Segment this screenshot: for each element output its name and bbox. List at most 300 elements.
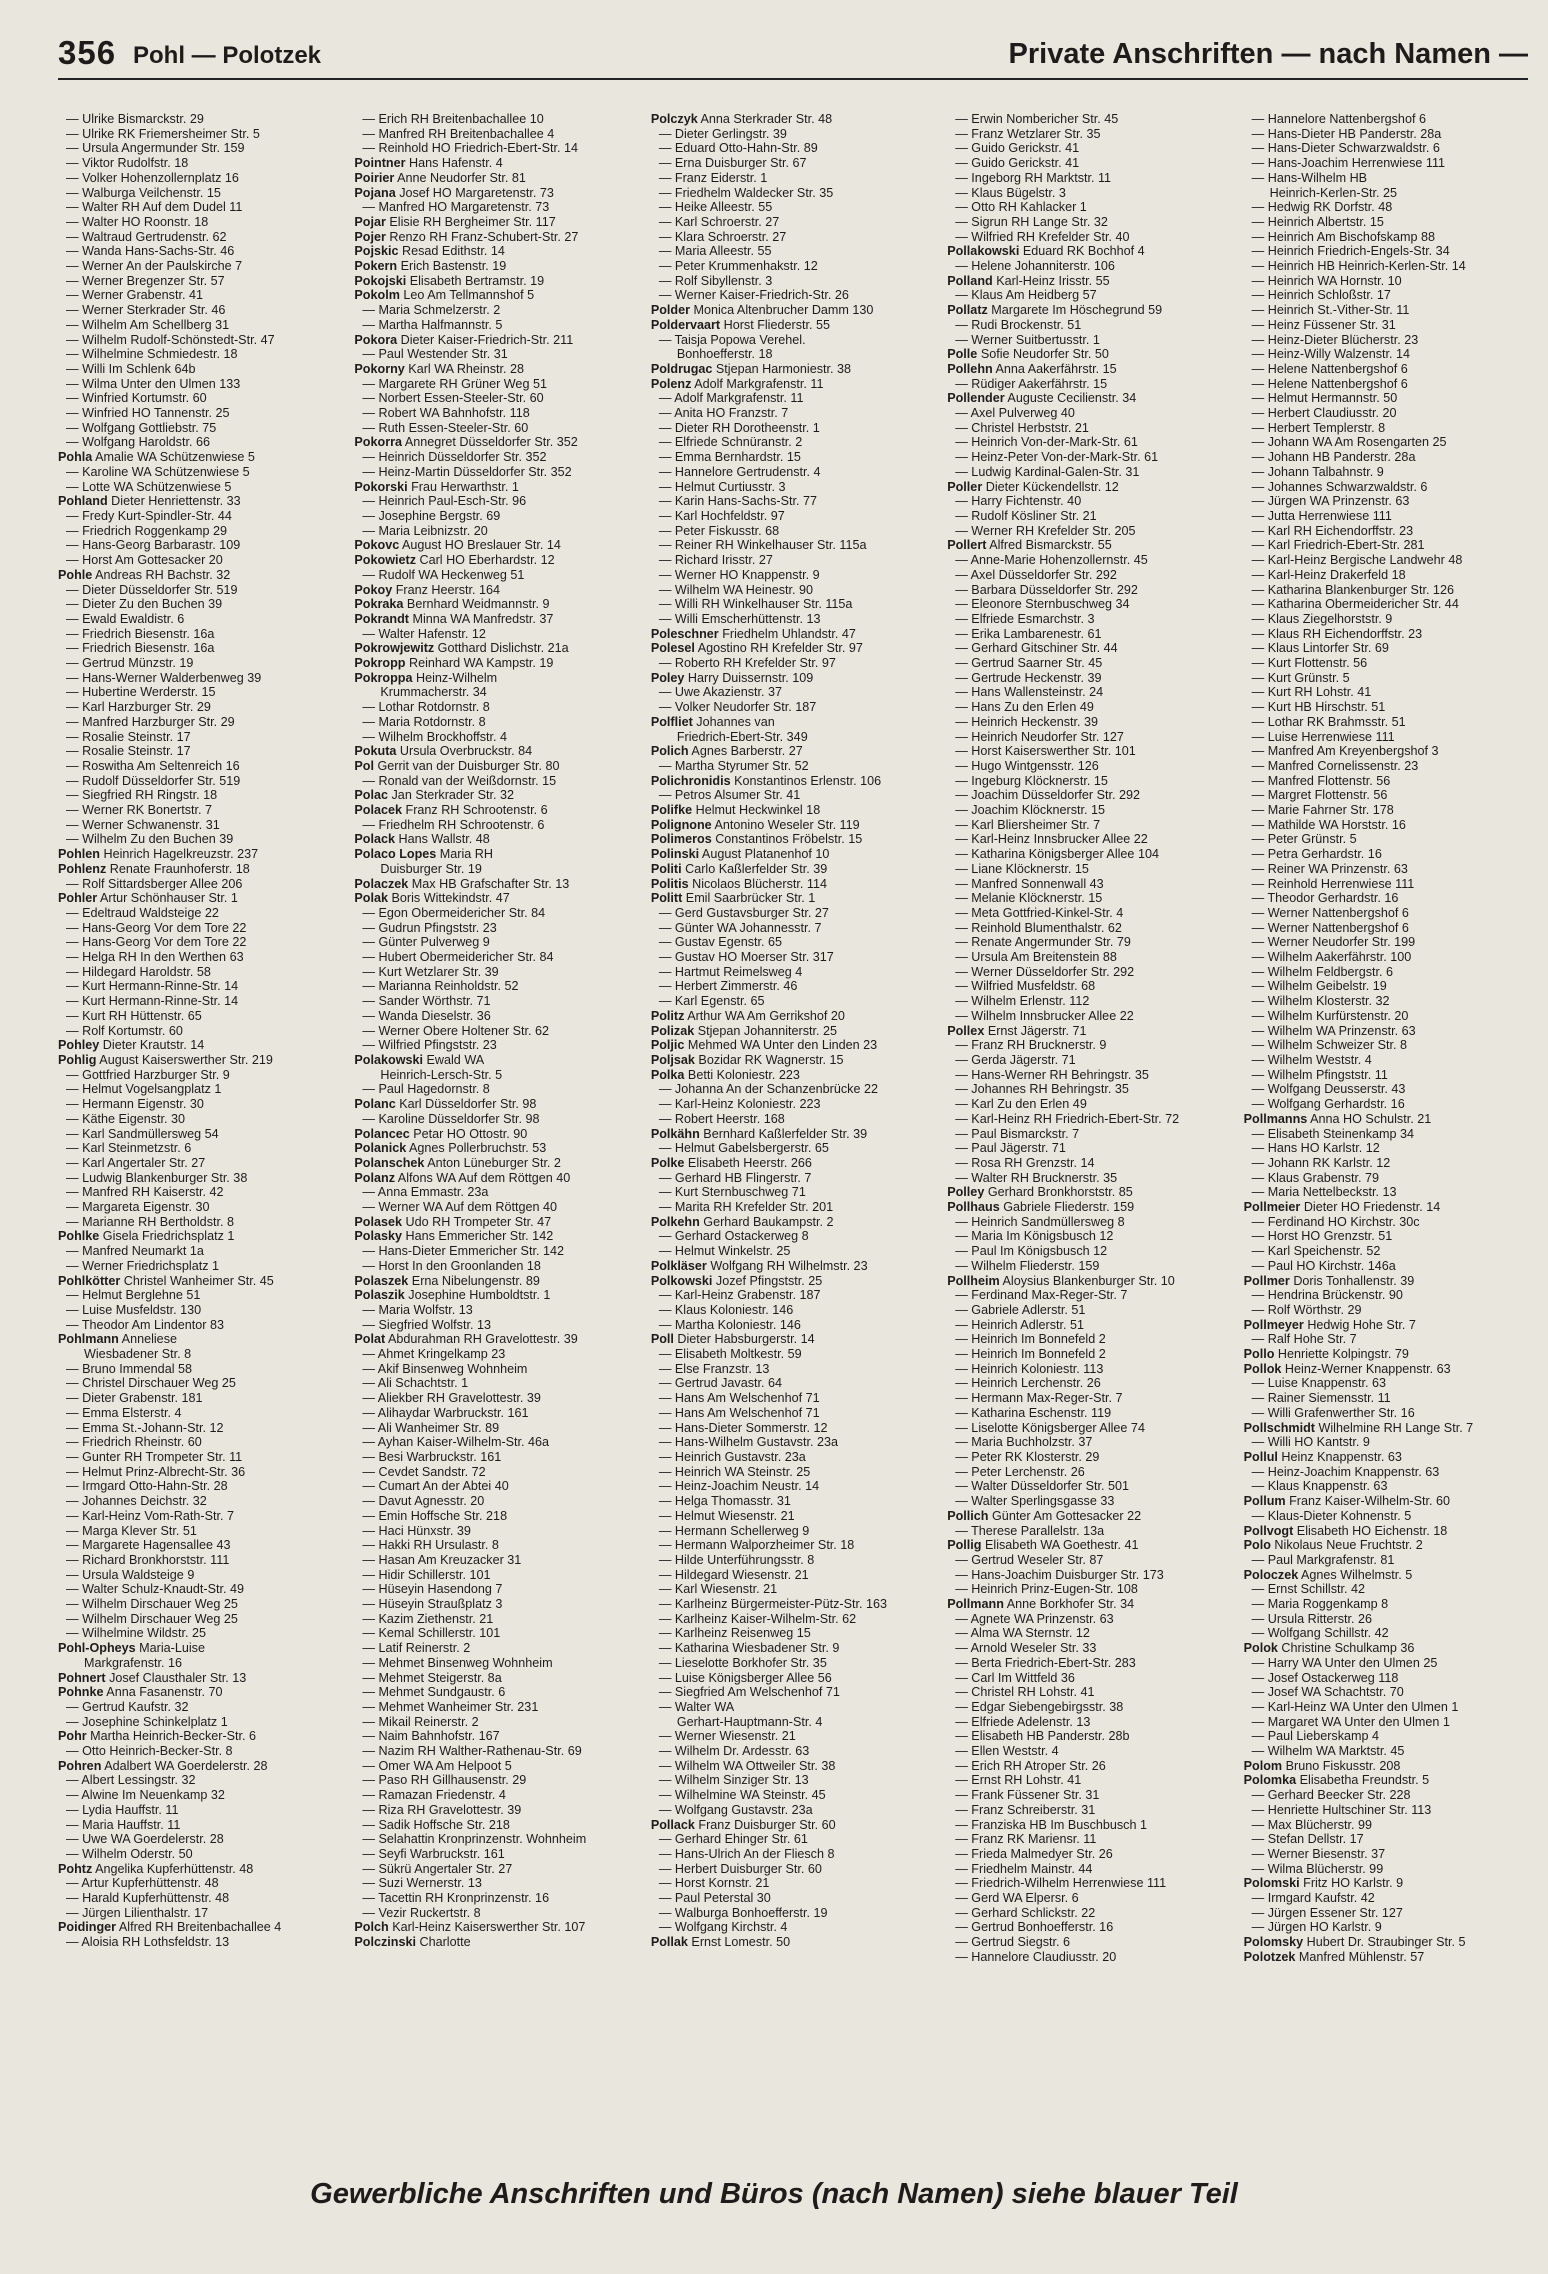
entry-text: — Friedhelm RH Schrootenstr. 6 <box>362 817 545 832</box>
listing-entry <box>651 656 935 671</box>
entry-text: Abdurahman RH Gravelottestr. 39 <box>385 1332 578 1347</box>
listing-entry <box>354 141 638 156</box>
entry-text: Agnes Pollerbruchstr. 53 <box>406 1141 547 1156</box>
listing-entry <box>947 450 1231 465</box>
entry-text: — Maria Nettelbeckstr. 13 <box>1251 1185 1397 1200</box>
entry-text: — Friedrich Biesenstr. 16a <box>66 626 215 641</box>
entry-text: — Franz Wetzlarer Str. 35 <box>955 126 1101 141</box>
entry-text: Arthur WA Am Gerrikshof 20 <box>684 1008 845 1023</box>
entry-text: — Wilma Blücherstr. 99 <box>1251 1861 1384 1876</box>
entry-text: — Hans-Georg Barbarastr. 109 <box>66 538 241 553</box>
surname-entry <box>1244 1494 1528 1509</box>
listing-entry <box>947 656 1231 671</box>
entry-text: — Helmut Hermannstr. 50 <box>1251 391 1398 406</box>
entry-text: Anna Aakerfährstr. 15 <box>992 361 1117 376</box>
entry-text: — Gertrud Saarner Str. 45 <box>955 656 1103 671</box>
directory-column-4 <box>947 112 1231 2142</box>
surname: Poldrugac <box>650 361 713 376</box>
entry-text: Hubert Dr. Straubinger Str. 5 <box>1303 1935 1466 1950</box>
listing-entry <box>354 347 638 362</box>
surname-entry <box>651 847 935 862</box>
entry-text: — Manfred Am Kreyenbergshof 3 <box>1251 744 1439 759</box>
surname-entry <box>354 877 638 892</box>
listing-entry <box>1244 950 1528 965</box>
entry-text: — Winfried HO Tannenstr. 25 <box>66 406 230 421</box>
listing-entry <box>947 1803 1231 1818</box>
listing-entry <box>1244 524 1528 539</box>
entry-text: Resad Edithstr. 14 <box>398 244 505 259</box>
listing-entry <box>1244 1229 1528 1244</box>
entry-text: — Hartmut Reimelsweg 4 <box>658 964 803 979</box>
listing-entry <box>58 318 342 333</box>
surname: Polignone <box>650 817 712 832</box>
surname: Pollig <box>947 1538 982 1553</box>
entry-text: — Wolfgang Haroldstr. 66 <box>66 435 210 450</box>
listing-entry <box>947 1862 1231 1877</box>
entry-text: Petar HO Ottostr. 90 <box>409 1126 528 1141</box>
listing-entry <box>651 1376 935 1391</box>
entry-text: — Friedrich-Wilhelm Herrenwiese 111 <box>955 1876 1167 1891</box>
entry-text: — Martha Halfmannstr. 5 <box>362 317 503 332</box>
surname: Pokowietz <box>354 553 416 568</box>
surname-entry <box>947 1274 1231 1289</box>
listing-entry <box>1244 509 1528 524</box>
surname-entry <box>947 1024 1231 1039</box>
surname: Polat <box>354 1332 386 1347</box>
entry-text: — Willi RH Winkelhauser Str. 115a <box>658 597 853 612</box>
listing-entry <box>947 1332 1231 1347</box>
entry-text: Elisabetha Freundstr. 5 <box>1296 1773 1430 1788</box>
entry-text: — Siegfried Wolfstr. 13 <box>362 1317 491 1332</box>
entry-text: Horst Fliederstr. 55 <box>720 317 830 332</box>
entry-text: — Rainer Siemensstr. 11 <box>1251 1391 1391 1406</box>
surname-entry <box>651 1935 935 1950</box>
listing-entry <box>58 612 342 627</box>
entry-text: — Ludwig Blankenburger Str. 38 <box>66 1170 248 1185</box>
surname-entry <box>58 1671 342 1686</box>
listing-entry <box>58 1127 342 1142</box>
surname: Pollo <box>1243 1347 1275 1362</box>
entry-continuation <box>1244 186 1528 201</box>
entry-text: — Ramazan Friedenstr. 4 <box>362 1788 506 1803</box>
surname-entry <box>354 1215 638 1230</box>
listing-entry <box>354 1700 638 1715</box>
surname: Polich <box>650 744 689 759</box>
entry-text: — Edeltraud Waldsteige 22 <box>66 905 219 920</box>
listing-entry <box>947 1876 1231 1891</box>
entry-text: Bernhard Kaßlerfelder Str. 39 <box>699 1126 868 1141</box>
listing-entry <box>58 1141 342 1156</box>
surname-entry <box>1244 1641 1528 1656</box>
entry-text: — Klaus-Dieter Kohnenstr. 5 <box>1251 1508 1412 1523</box>
listing-entry <box>58 244 342 259</box>
entry-text: — Wolfgang Kirchstr. 4 <box>658 1920 788 1935</box>
entry-text: — Wilhelm Fliederstr. 159 <box>955 1258 1100 1273</box>
entry-text: Anna Sterkrader Str. 48 <box>697 112 833 126</box>
entry-text: Charlotte <box>416 1935 471 1950</box>
surname-entry <box>1244 1538 1528 1553</box>
listing-entry <box>1244 1024 1528 1039</box>
entry-text: — Hans Zu den Erlen 49 <box>955 700 1094 715</box>
listing-entry <box>58 1435 342 1450</box>
listing-entry <box>58 1009 342 1024</box>
listing-entry <box>1244 1406 1528 1421</box>
entry-text: Anne Borkhofer Str. 34 <box>1003 1597 1135 1612</box>
surname: Polland <box>947 273 993 288</box>
listing-entry <box>1244 906 1528 921</box>
listing-entry <box>947 288 1231 303</box>
entry-text: — Heinrich Neudorfer Str. 127 <box>955 729 1124 744</box>
entry-text: — Hermann Eigenstr. 30 <box>66 1097 204 1112</box>
listing-entry <box>1244 1715 1528 1730</box>
surname: Pohnert <box>58 1670 106 1685</box>
surname: Pollum <box>1243 1494 1286 1509</box>
listing-entry <box>354 1818 638 1833</box>
surname-entry <box>947 362 1231 377</box>
entry-text: — Hans-Werner RH Behringstr. 35 <box>955 1067 1149 1082</box>
entry-text: — Peter Fiskusstr. 68 <box>658 523 780 538</box>
surname-entry <box>1244 1112 1528 1127</box>
entry-text: — Wilhelm WA Marktstr. 45 <box>1251 1744 1405 1759</box>
surname: Polomka <box>1243 1773 1297 1788</box>
listing-entry <box>651 288 935 303</box>
entry-text: — Wilhelm Am Schellberg 31 <box>66 317 230 332</box>
entry-text: — Haci Hünxstr. 39 <box>362 1523 471 1538</box>
listing-entry <box>1244 788 1528 803</box>
entry-text: — Gertrud Weseler Str. 87 <box>955 1552 1104 1567</box>
entry-text: — Gerhard Schlickstr. 22 <box>955 1905 1096 1920</box>
entry-text: — Petra Gerhardstr. 16 <box>1251 847 1382 862</box>
surname-entry <box>58 1685 342 1700</box>
listing-entry <box>1244 1303 1528 1318</box>
entry-text: — Rolf Kortumstr. 60 <box>66 1023 183 1038</box>
entry-text: — Helga Thomasstr. 31 <box>658 1494 791 1509</box>
listing-entry <box>58 1935 342 1950</box>
entry-text: Renzo RH Franz-Schubert-Str. 27 <box>385 229 579 244</box>
entry-text: — Margarete Hagensallee 43 <box>66 1538 231 1553</box>
listing-entry <box>947 1759 1231 1774</box>
entry-text: — Meta Gottfried-Kinkel-Str. 4 <box>955 905 1124 920</box>
entry-text: — Karl-Heinz Innsbrucker Allee 22 <box>955 832 1148 847</box>
surname-entry <box>58 1920 342 1935</box>
entry-text: Heinrich Hagelkreuzstr. 237 <box>99 847 259 862</box>
surname: Poldervaart <box>650 317 721 332</box>
entry-text: — Jutta Herrenwiese 111 <box>1251 508 1392 523</box>
entry-text: — Anita HO Franzstr. 7 <box>658 406 789 421</box>
listing-entry <box>651 1538 935 1553</box>
listing-entry <box>651 1788 935 1803</box>
surname-entry <box>354 553 638 568</box>
entry-text: — Werner Bregenzer Str. 57 <box>66 273 225 288</box>
listing-entry <box>354 1347 638 1362</box>
listing-entry <box>947 509 1231 524</box>
listing-entry <box>947 1244 1231 1259</box>
entry-text: Gerhart-Hauptmann-Str. 4 <box>676 1714 823 1729</box>
listing-entry <box>1244 1053 1528 1068</box>
listing-entry <box>947 1053 1231 1068</box>
listing-entry <box>58 480 342 495</box>
entry-text: Nicolaos Blücherstr. 114 <box>688 876 827 891</box>
entry-text: — Helene Nattenbergshof 6 <box>1251 376 1408 391</box>
listing-entry <box>651 1112 935 1127</box>
surname-entry <box>947 538 1231 553</box>
listing-entry <box>651 524 935 539</box>
surname-entry <box>354 1935 638 1950</box>
surname: Pollvogt <box>1243 1523 1294 1538</box>
entry-text: — Jürgen WA Prinzenstr. 63 <box>1251 494 1410 509</box>
entry-text: — Joachim Klöcknerstr. 15 <box>955 803 1106 818</box>
surname-entry <box>651 318 935 333</box>
listing-entry <box>651 1362 935 1377</box>
entry-text: — Karl-Heinz Grabenstr. 187 <box>658 1288 821 1303</box>
listing-entry <box>58 1876 342 1891</box>
listing-entry <box>354 1362 638 1377</box>
entry-text: Bonhoefferstr. 18 <box>676 347 773 362</box>
entry-text: — Uwe WA Goerdelerstr. 28 <box>66 1832 224 1847</box>
surname-entry <box>651 1024 935 1039</box>
surname: Polkähn <box>650 1126 700 1141</box>
listing-entry <box>58 1582 342 1597</box>
entry-text: — Hannelore Nattenbergshof 6 <box>1251 112 1426 126</box>
listing-entry <box>58 1597 342 1612</box>
entry-text: — Hans-Dieter Sommerstr. 12 <box>658 1420 828 1435</box>
entry-text: — Friedhelm Mainstr. 44 <box>955 1861 1093 1876</box>
listing-entry <box>354 1744 638 1759</box>
entry-text: — Karl Sandmüllersweg 54 <box>66 1126 219 1141</box>
listing-entry <box>354 1891 638 1906</box>
entry-text: — Werner Düsseldorfer Str. 292 <box>955 964 1135 979</box>
listing-entry <box>354 965 638 980</box>
listing-entry <box>58 1906 342 1921</box>
entry-text: — Dieter Zu den Buchen 39 <box>66 597 223 612</box>
listing-entry <box>1244 891 1528 906</box>
entry-text: — Werner RH Krefelder Str. 205 <box>955 523 1136 538</box>
listing-entry <box>947 612 1231 627</box>
listing-entry <box>947 1626 1231 1641</box>
entry-text: — Robert WA Bahnhofstr. 118 <box>362 406 530 421</box>
surname-entry <box>354 435 638 450</box>
entry-text: — Christel RH Lohstr. 41 <box>955 1685 1095 1700</box>
listing-entry <box>1244 1465 1528 1480</box>
entry-text: — Luise Königsberger Allee 56 <box>658 1670 832 1685</box>
surname-entry <box>354 288 638 303</box>
listing-entry <box>651 406 935 421</box>
listing-entry <box>947 1715 1231 1730</box>
surname: Pollhaus <box>947 1200 1000 1215</box>
surname: Polkehn <box>650 1214 700 1229</box>
surname: Polac <box>354 788 389 803</box>
listing-entry <box>947 994 1231 1009</box>
listing-entry <box>947 1744 1231 1759</box>
listing-entry <box>354 1876 638 1891</box>
listing-entry <box>58 1773 342 1788</box>
surname-entry <box>354 274 638 289</box>
entry-text: — Ahmet Kringelkamp 23 <box>362 1347 506 1362</box>
entry-text: — Erika Lambarenestr. 61 <box>955 626 1102 641</box>
entry-text: — Katharina Königsberger Allee 104 <box>955 847 1159 862</box>
entry-text: Hans Emmericher Str. 142 <box>402 1229 554 1244</box>
listing-entry <box>947 803 1231 818</box>
listing-entry <box>1244 1141 1528 1156</box>
entry-text: — Davut Agnesstr. 20 <box>362 1494 485 1509</box>
surname: Politt <box>650 891 683 906</box>
listing-entry <box>1244 465 1528 480</box>
entry-text: — Melanie Klöcknerstr. 15 <box>955 891 1103 906</box>
listing-entry <box>58 1700 342 1715</box>
entry-text: — Wilhelm Dirschauer Weg 25 <box>66 1611 238 1626</box>
listing-entry <box>947 685 1231 700</box>
entry-text: Hans Hafenstr. 4 <box>405 156 503 171</box>
entry-text: — Maria Im Königsbusch 12 <box>955 1229 1114 1244</box>
listing-entry <box>651 1906 935 1921</box>
listing-entry <box>947 1376 1231 1391</box>
listing-entry <box>58 1082 342 1097</box>
entry-text: — Josef WA Schachtstr. 70 <box>1251 1685 1404 1700</box>
surname-entry <box>651 112 935 127</box>
surname: Polimeros <box>650 832 712 847</box>
listing-entry <box>947 979 1231 994</box>
listing-entry <box>58 1744 342 1759</box>
entry-text: — Arnold Weseler Str. 33 <box>955 1641 1097 1656</box>
entry-text: — Werner Nattenbergshof 6 <box>1251 905 1409 920</box>
entry-text: — Karl Angertaler Str. 27 <box>66 1155 206 1170</box>
surname: Pokovc <box>354 538 400 553</box>
entry-text: — Gertrude Heckenstr. 39 <box>955 670 1102 685</box>
surname-entry <box>354 641 638 656</box>
entry-text: — Gerhard Ostackerweg 8 <box>658 1229 809 1244</box>
surname: Pohley <box>58 1038 100 1053</box>
listing-entry <box>1244 1171 1528 1186</box>
listing-entry <box>58 200 342 215</box>
listing-entry <box>651 1759 935 1774</box>
entry-text: — Wilhelm Zu den Buchen 39 <box>66 832 234 847</box>
entry-text: — Rosalie Steinstr. 17 <box>66 729 191 744</box>
entry-text: — Siegfried Am Welschenhof 71 <box>658 1685 840 1700</box>
entry-text: — Horst HO Grenzstr. 51 <box>1251 1229 1393 1244</box>
entry-text: — Alwine Im Neuenkamp 32 <box>66 1788 225 1803</box>
listing-entry <box>947 583 1231 598</box>
entry-text: — Reinhold Blumenthalstr. 62 <box>955 920 1122 935</box>
entry-text: — Werner An der Paulskirche 7 <box>66 259 243 274</box>
surname-entry <box>1244 1362 1528 1377</box>
entry-text: — Josephine Bergstr. 69 <box>362 508 501 523</box>
listing-entry <box>1244 127 1528 142</box>
entry-text: — Erich RH Atroper Str. 26 <box>955 1758 1106 1773</box>
listing-entry <box>947 1362 1231 1377</box>
listing-entry <box>58 877 342 892</box>
surname: Poller <box>947 479 983 494</box>
surname: Pohlke <box>58 1229 100 1244</box>
listing-entry <box>947 435 1231 450</box>
entry-text: — Johannes RH Behringstr. 35 <box>955 1082 1129 1097</box>
listing-entry <box>947 1582 1231 1597</box>
entry-text: — Heinrich Prinz-Eugen-Str. 108 <box>955 1582 1138 1597</box>
entry-text: Franz Duisburger Str. 60 <box>694 1817 836 1832</box>
listing-entry <box>354 1832 638 1847</box>
listing-entry <box>1244 318 1528 333</box>
listing-entry <box>947 1171 1231 1186</box>
entry-text: — Kazim Ziethenstr. 21 <box>362 1611 494 1626</box>
listing-entry <box>354 1406 638 1421</box>
listing-entry <box>58 1406 342 1421</box>
surname-entry <box>58 1759 342 1774</box>
listing-entry <box>651 230 935 245</box>
listing-entry <box>651 1244 935 1259</box>
surname-entry <box>354 538 638 553</box>
entry-text: — Eleonore Sternbuschweg 34 <box>955 597 1130 612</box>
entry-text: Henriette Kolpingstr. 79 <box>1274 1347 1409 1362</box>
entry-text: — Theodor Gerhardstr. 16 <box>1251 891 1399 906</box>
entry-text: — Willi Emscherhüttenstr. 13 <box>658 611 821 626</box>
listing-entry <box>651 583 935 598</box>
listing-entry <box>58 1568 342 1583</box>
listing-entry <box>947 847 1231 862</box>
surname: Polasek <box>354 1214 403 1229</box>
surname-entry <box>354 847 638 862</box>
listing-entry <box>58 333 342 348</box>
surname-entry <box>354 803 638 818</box>
listing-entry <box>58 362 342 377</box>
entry-text: — Helmut Wiesenstr. 21 <box>658 1508 795 1523</box>
entry-text: — Marianne RH Bertholdstr. 8 <box>66 1214 234 1229</box>
surname: Pollheim <box>947 1273 1000 1288</box>
entry-text: Erich Bastenstr. 19 <box>397 259 507 274</box>
listing-entry <box>651 597 935 612</box>
listing-entry <box>58 803 342 818</box>
entry-text: — Willi Im Schlenk 64b <box>66 361 196 376</box>
listing-entry <box>58 818 342 833</box>
entry-text: — Wilfried RH Krefelder Str. 40 <box>955 229 1130 244</box>
surname-entry <box>1244 1759 1528 1774</box>
entry-text: — Wilhelm Geibelstr. 19 <box>1251 979 1387 994</box>
entry-text: — Paul HO Kirchstr. 146a <box>1251 1258 1396 1273</box>
entry-text: — Liane Klöcknerstr. 15 <box>955 861 1089 876</box>
entry-text: — Ingeborg RH Marktstr. 11 <box>955 170 1112 185</box>
entry-text: — Egon Obermeidericher Str. 84 <box>362 905 546 920</box>
listing-entry <box>58 656 342 671</box>
entry-text: — Heinrich Im Bonnefeld 2 <box>955 1347 1106 1362</box>
entry-text: — Otto RH Kahlacker 1 <box>955 200 1087 215</box>
entry-text: — Carl Im Wittfeld 36 <box>955 1670 1075 1685</box>
listing-entry <box>1244 921 1528 936</box>
surname: Pokojski <box>354 273 407 288</box>
listing-entry <box>354 391 638 406</box>
listing-entry <box>947 1935 1231 1950</box>
entry-text: — Hans HO Karlstr. 12 <box>1251 1141 1380 1156</box>
listing-entry <box>947 1568 1231 1583</box>
listing-entry <box>651 1671 935 1686</box>
surname: Polle <box>947 347 978 362</box>
entry-text: — Emma Bernhardstr. 15 <box>658 450 801 465</box>
listing-entry <box>1244 1097 1528 1112</box>
surname-entry <box>947 1200 1231 1215</box>
listing-entry <box>354 994 638 1009</box>
listing-entry <box>1244 1156 1528 1171</box>
entry-text: — Heinz-Dieter Blücherstr. 23 <box>1251 332 1419 347</box>
entry-text: — Hüseyin Hasendong 7 <box>362 1582 503 1597</box>
entry-text: — Peter Grünstr. 5 <box>1251 832 1357 847</box>
entry-text: Maria RH <box>436 847 493 862</box>
surname-entry <box>354 480 638 495</box>
entry-text: — Mehmet Steigerstr. 8a <box>362 1670 502 1685</box>
listing-entry <box>58 553 342 568</box>
listing-entry <box>651 1582 935 1597</box>
listing-entry <box>947 1141 1231 1156</box>
listing-entry <box>651 1421 935 1436</box>
listing-entry <box>1244 1038 1528 1053</box>
entry-text: — Katharina Obermeidericher Str. 44 <box>1251 597 1459 612</box>
entry-text: Anna Fasanenstr. 70 <box>103 1685 223 1700</box>
